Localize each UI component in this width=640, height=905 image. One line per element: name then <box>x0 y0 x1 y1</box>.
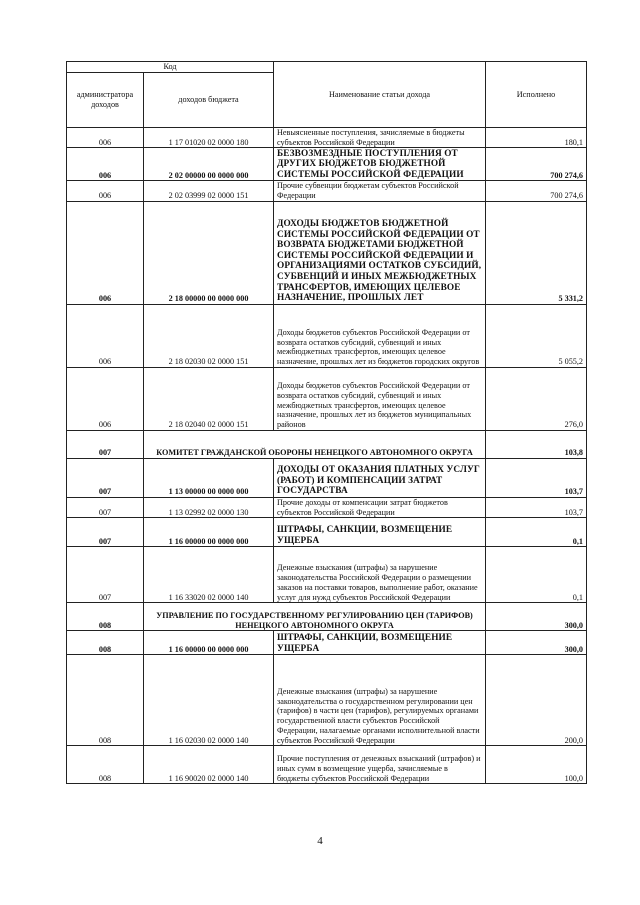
header-kod: Код <box>67 62 274 73</box>
table-body <box>67 128 587 784</box>
budget-code-cell: 1 13 02992 02 0000 130 <box>144 497 274 517</box>
admin-code-cell: 008 <box>67 631 144 655</box>
admin-code-cell: 008 <box>67 655 144 746</box>
admin-code-cell: 007 <box>67 518 144 547</box>
admin-code-cell: 007 <box>67 430 144 458</box>
amount-cell: 103,7 <box>486 497 587 517</box>
item-name-cell: БЕЗВОЗМЕЗДНЫЕ ПОСТУПЛЕНИЯ ОТ ДРУГИХ БЮДЖЕТОВ БЮДЖЕТНОЙ СИСТЕМЫ РОССИЙСКОЙ ФЕДЕРАЦИИ <box>274 148 486 181</box>
table-row <box>67 631 587 655</box>
page-number: 4 <box>317 835 323 847</box>
amount-cell: 180,1 <box>486 128 587 148</box>
header-admin: администратора доходов <box>67 73 144 128</box>
amount-cell: 300,0 <box>486 603 587 631</box>
table-row <box>67 304 587 367</box>
amount-cell: 0,1 <box>486 547 587 603</box>
amount-cell: 276,0 <box>486 367 587 430</box>
table-row <box>67 497 587 517</box>
admin-code-cell: 008 <box>67 746 144 784</box>
budget-code-cell: 2 18 00000 00 0000 000 <box>144 201 274 304</box>
admin-code-cell: 007 <box>67 497 144 517</box>
item-name-cell: ДОХОДЫ ОТ ОКАЗАНИЯ ПЛАТНЫХ УСЛУГ (РАБОТ) И КОМПЕНСАЦИИ ЗАТРАТ ГОСУДАРСТВА <box>274 458 486 497</box>
table-row <box>67 458 587 497</box>
amount-cell: 700 274,6 <box>486 148 587 181</box>
budget-code-cell: 1 13 00000 00 0000 000 <box>144 458 274 497</box>
admin-code-cell: 007 <box>67 547 144 603</box>
amount-cell: 103,8 <box>486 430 587 458</box>
admin-code-cell: 006 <box>67 367 144 430</box>
table-row <box>67 128 587 148</box>
item-name-cell: Невыясненные поступления, зачисляемые в бюджеты субъектов Российской Федерации <box>274 128 486 148</box>
section-title-cell: УПРАВЛЕНИЕ ПО ГОСУДАРСТВЕННОМУ РЕГУЛИРОВАНИЮ ЦЕН (ТАРИФОВ) НЕНЕЦКОГО АВТОНОМНОГО ОКРУГА <box>144 603 486 631</box>
table-row <box>67 201 587 304</box>
item-name-cell: ШТРАФЫ, САНКЦИИ, ВОЗМЕЩЕНИЕ УЩЕРБА <box>274 631 486 655</box>
item-name-cell: Денежные взыскания (штрафы) за нарушение законодательства Российской Федерации о размещении заказов на поставки товаров, выполнение работ, оказание услуг для нужд субъектов Российской Федерации <box>274 547 486 603</box>
table-row <box>67 518 587 547</box>
amount-cell: 5 055,2 <box>486 304 587 367</box>
table-row <box>67 148 587 181</box>
amount-cell: 5 331,2 <box>486 201 587 304</box>
header-amount: Исполнено <box>486 62 587 128</box>
amount-cell: 200,0 <box>486 655 587 746</box>
section-title-cell: КОМИТЕТ ГРАЖДАНСКОЙ ОБОРОНЫ НЕНЕЦКОГО АВТОНОМНОГО ОКРУГА <box>144 430 486 458</box>
header-dohody: доходов бюджета <box>144 73 274 128</box>
item-name-cell: Прочие субвенции бюджетам субъектов Российской Федерации <box>274 181 486 201</box>
budget-code-cell: 1 16 90020 02 0000 140 <box>144 746 274 784</box>
admin-code-cell: 006 <box>67 148 144 181</box>
budget-code-cell: 1 16 00000 00 0000 000 <box>144 631 274 655</box>
table-row <box>67 547 587 603</box>
section-row <box>67 430 587 458</box>
admin-code-cell: 006 <box>67 304 144 367</box>
item-name-cell: Доходы бюджетов субъектов Российской Федерации от возврата остатков субсидий, субвенций и иных межбюджетных трансфертов, имеющих целевое назначение, прошлых лет из бюджетов муниципальных районов <box>274 367 486 430</box>
admin-code-cell: 006 <box>67 128 144 148</box>
amount-cell: 103,7 <box>486 458 587 497</box>
budget-code-cell: 1 16 00000 00 0000 000 <box>144 518 274 547</box>
table-row <box>67 367 587 430</box>
budget-code-cell: 2 02 00000 00 0000 000 <box>144 148 274 181</box>
item-name-cell: Денежные взыскания (штрафы) за нарушение законодательства о государственном регулировании цен (тарифов) в части цен (тарифов), регулируемых органами государственной власти субъектов Российской Федерации, налагаемые органами исполнительной власти субъектов Российской Федерации <box>274 655 486 746</box>
budget-code-cell: 2 18 02030 02 0000 151 <box>144 304 274 367</box>
amount-cell: 0,1 <box>486 518 587 547</box>
table-row <box>67 181 587 201</box>
item-name-cell: ШТРАФЫ, САНКЦИИ, ВОЗМЕЩЕНИЕ УЩЕРБА <box>274 518 486 547</box>
budget-code-cell: 1 16 33020 02 0000 140 <box>144 547 274 603</box>
amount-cell: 700 274,6 <box>486 181 587 201</box>
item-name-cell: Доходы бюджетов субъектов Российской Федерации от возврата остатков субсидий, субвенций и иных межбюджетных трансфертов, имеющих целевое назначение, прошлых лет из бюджетов городских округов <box>274 304 486 367</box>
item-name-cell: ДОХОДЫ БЮДЖЕТОВ БЮДЖЕТНОЙ СИСТЕМЫ РОССИЙСКОЙ ФЕДЕРАЦИИ ОТ ВОЗВРАТА БЮДЖЕТАМИ БЮДЖЕТНОЙ СИСТЕМЫ РОССИЙСКОЙ ФЕДЕРАЦИИ И ОРГАНИЗАЦИЯМИ ОСТАТКОВ СУБСИДИЙ, СУБВЕНЦИЙ И ИНЫХ МЕЖБЮДЖЕТНЫХ ТРАНСФЕРТОВ, ИМЕЮЩИХ ЦЕЛЕВОЕ НАЗНАЧЕНИЕ, ПРОШЛЫХ ЛЕТ <box>274 201 486 304</box>
admin-code-cell: 006 <box>67 201 144 304</box>
admin-code-cell: 007 <box>67 458 144 497</box>
amount-cell: 100,0 <box>486 746 587 784</box>
item-name-cell: Прочие поступления от денежных взысканий (штрафов) и иных сумм в возмещение ущерба, зачисляемые в бюджеты субъектов Российской Федерации <box>274 746 486 784</box>
revenue-table <box>66 61 587 784</box>
header-name: Наименование статьи дохода <box>274 62 486 128</box>
admin-code-cell: 008 <box>67 603 144 631</box>
budget-code-cell: 1 17 01020 02 0000 180 <box>144 128 274 148</box>
budget-code-cell: 2 02 03999 02 0000 151 <box>144 181 274 201</box>
budget-code-cell: 2 18 02040 02 0000 151 <box>144 367 274 430</box>
item-name-cell: Прочие доходы от компенсации затрат бюджетов субъектов Российской Федерации <box>274 497 486 517</box>
budget-code-cell: 1 16 02030 02 0000 140 <box>144 655 274 746</box>
section-row <box>67 603 587 631</box>
table-row <box>67 655 587 746</box>
admin-code-cell: 006 <box>67 181 144 201</box>
amount-cell: 300,0 <box>486 631 587 655</box>
table-row <box>67 746 587 784</box>
